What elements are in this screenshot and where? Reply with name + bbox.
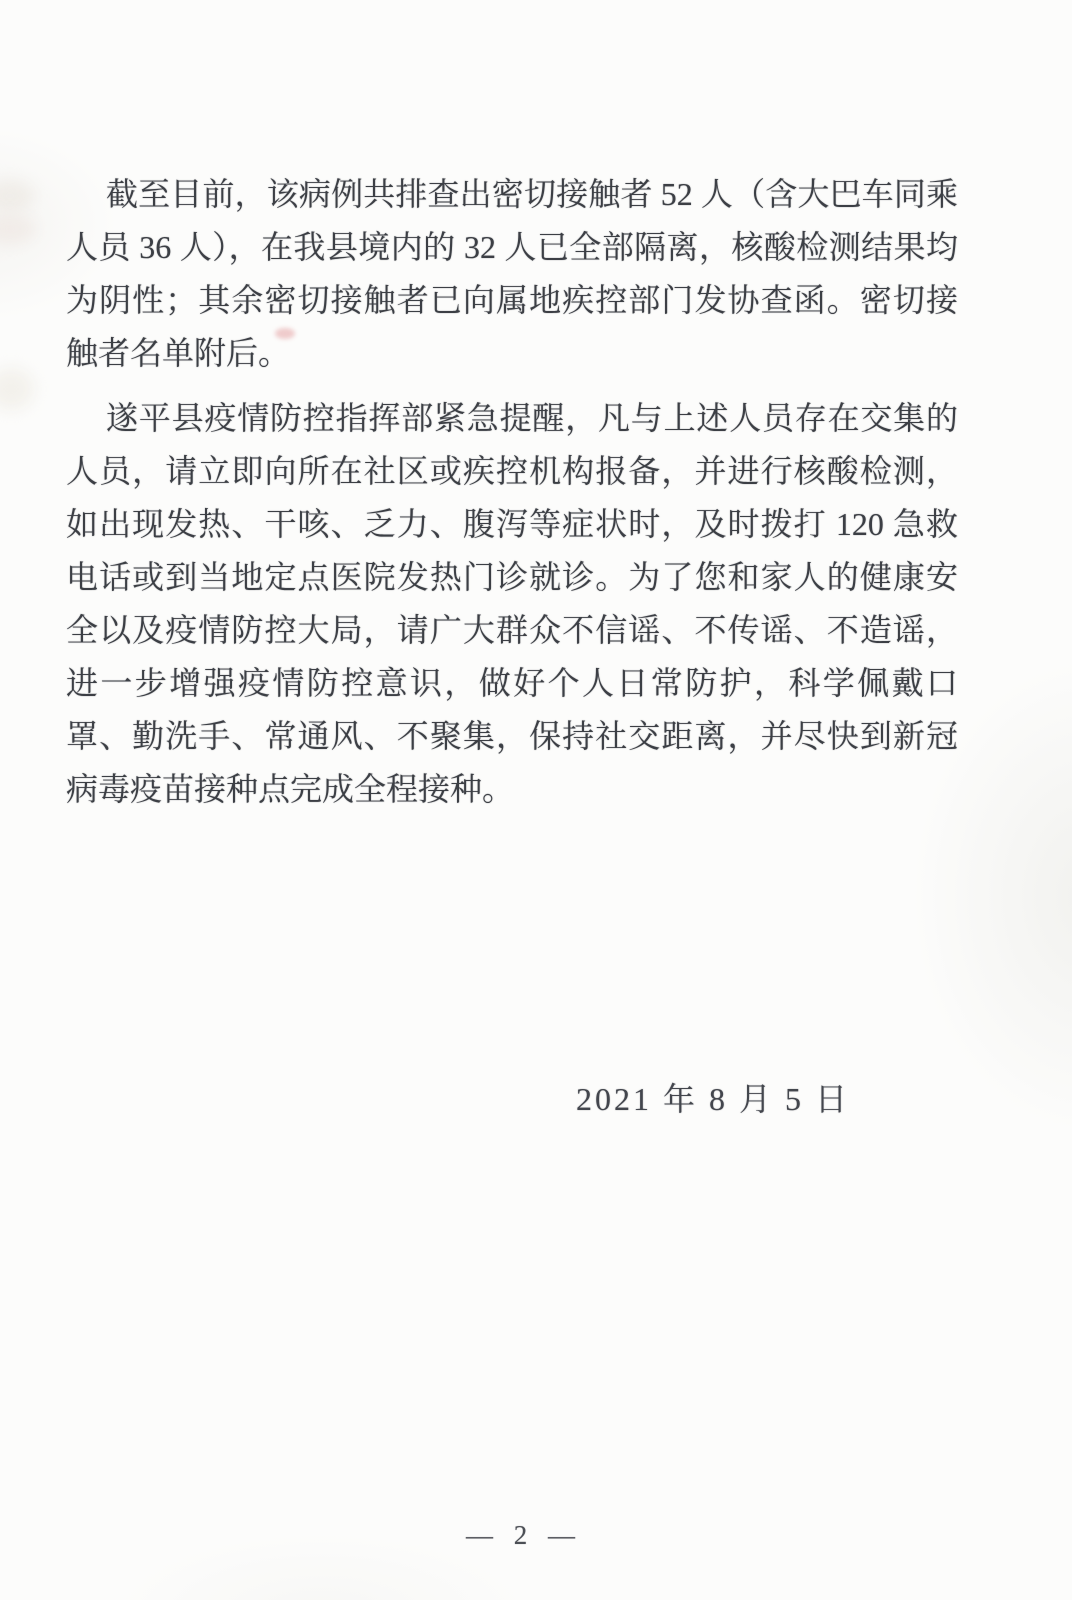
- page-number: — 2 —: [466, 1520, 582, 1550]
- scan-artifact: [0, 368, 34, 410]
- scan-artifact: [0, 214, 36, 244]
- document-body: [66, 168, 958, 816]
- document-date: 2021 年 8 月 5 日: [575, 1081, 850, 1117]
- paragraph-close-contacts: 截至目前，该病例共排查出密切接触者 52 人（含大巴车同乘人员 36 人），在我县境内的 32 人已全部隔离，核酸检测结果均为阴性；其余密切接触者已向属地疾控部门发协查函。密切接触者名单附后。: [66, 176, 958, 371]
- paragraph-emergency-reminder: 遂平县疫情防控指挥部紧急提醒，凡与上述人员存在交集的人员，请立即向所在社区或疾控机构报备，并进行核酸检测，如出现发热、干咳、乏力、腹泻等症状时，及时拨打 120 急救电话或到当地定点医院发热门诊就诊。为了您和家人的健康安全以及疫情防控大局，请广大群众不信谣、不传谣、不造谣，进一步增强疫情防控意识，做好个人日常防护，科学佩戴口罩、勤洗手、常通风、不聚集，保持社交距离，并尽快到新冠病毒疫苗接种点完成全程接种。: [66, 400, 958, 807]
- scan-artifact: [0, 180, 34, 212]
